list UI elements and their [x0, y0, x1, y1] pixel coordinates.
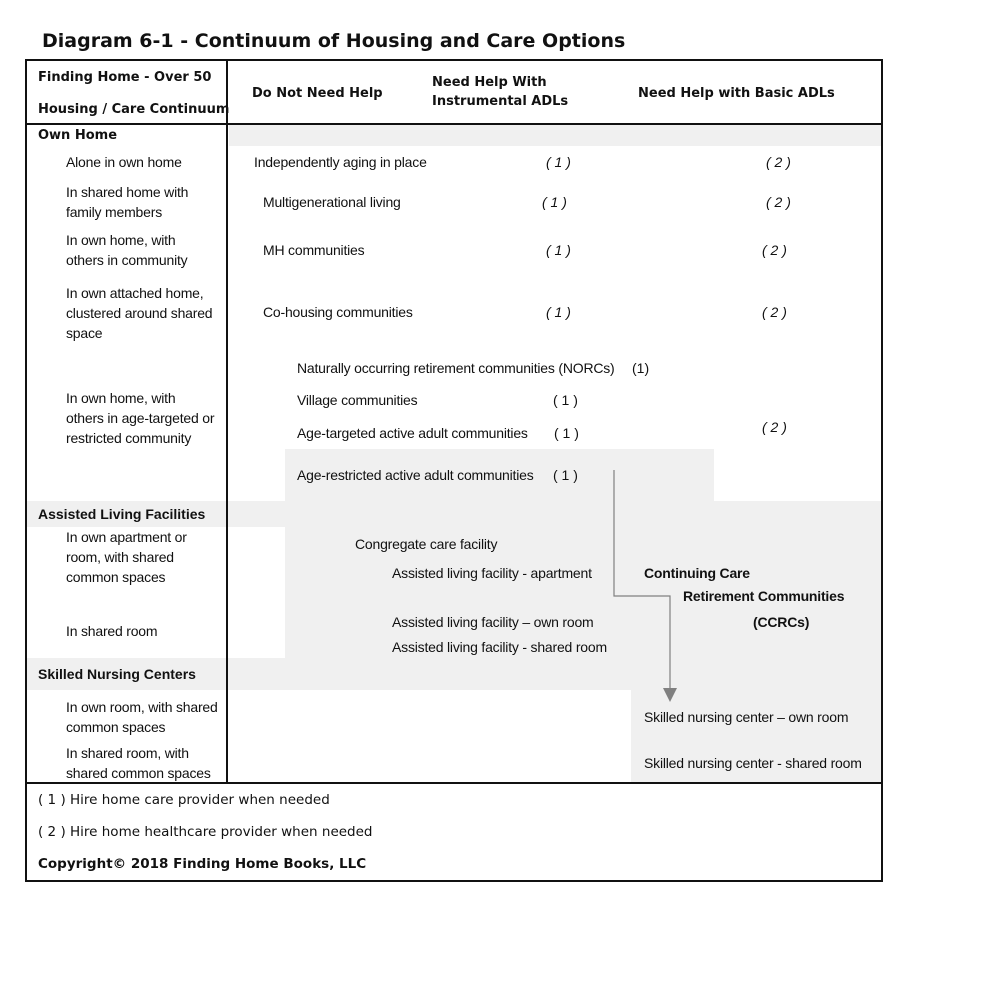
marker-2-aging: ( 2 ): [766, 154, 791, 170]
row-label-community: In own home, with others in community: [66, 232, 188, 268]
header-divider: [26, 123, 882, 125]
option-village: Village communities: [297, 392, 418, 408]
ccrc-line-3: (CCRCs): [753, 614, 810, 630]
marker-1-age-targeted: ( 1 ): [554, 425, 579, 441]
header-col-iadl: Need Help With Instrumental ADLs: [432, 75, 569, 109]
option-snc-own-room: Skilled nursing center – own room: [644, 709, 849, 725]
marker-1-mh: ( 1 ): [546, 242, 571, 258]
option-snc-shared-room: Skilled nursing center - shared room: [644, 755, 862, 771]
marker-2-age-communities: ( 2 ): [762, 419, 787, 435]
option-mh-communities: MH communities: [263, 242, 365, 258]
option-alf-shared-room: Assisted living facility - shared room: [392, 639, 607, 655]
option-multigenerational: Multigenerational living: [263, 194, 401, 210]
ccrc-line-2: Retirement Communities: [683, 588, 845, 604]
marker-1-aging: ( 1 ): [546, 154, 571, 170]
marker-1-age-restricted: ( 1 ): [553, 467, 578, 483]
option-alf-own-room: Assisted living facility – own room: [392, 614, 594, 630]
section-own-home: Own Home: [38, 128, 118, 143]
marker-1-village: ( 1 ): [553, 392, 578, 408]
option-alf-apartment: Assisted living facility - apartment: [392, 565, 592, 581]
section-skilled-nursing: Skilled Nursing Centers: [38, 666, 196, 682]
option-aging-in-place: Independently aging in place: [254, 154, 427, 170]
marker-2-mh: ( 2 ): [762, 242, 787, 258]
row-label-alone: Alone in own home: [66, 154, 182, 170]
row-label-shared-family: In shared home with family members: [66, 184, 189, 220]
marker-2-cohousing: ( 2 ): [762, 304, 787, 320]
column-divider: [226, 60, 228, 784]
footnote-2: ( 2 ) Hire home healthcare provider when needed: [38, 824, 373, 840]
marker-2-multigen: ( 2 ): [766, 194, 791, 210]
marker-1-cohousing: ( 1 ): [546, 304, 571, 320]
row-label-shared-room: In shared room: [66, 623, 158, 639]
header-left-line2: Housing / Care Continuum: [38, 102, 230, 117]
footnote-1: ( 1 ) Hire home care provider when needed: [38, 792, 330, 808]
marker-1-multigen: ( 1 ): [542, 194, 567, 210]
option-age-restricted: Age-restricted active adult communities: [297, 467, 534, 483]
header-left-line1: Finding Home - Over 50: [38, 70, 212, 85]
row-label-age-targeted: In own home, with others in age-targeted or restricted community: [66, 390, 215, 446]
row-label-apartment: In own apartment or room, with shared common spaces: [66, 529, 187, 585]
option-congregate-care: Congregate care facility: [355, 536, 498, 552]
ccrc-line-1: Continuing Care: [644, 565, 750, 581]
header-col-no-help: Do Not Need Help: [252, 86, 383, 101]
row-label-snc-own-room: In own room, with shared common spaces: [66, 699, 218, 735]
row-label-attached: In own attached home, clustered around shared space: [66, 285, 213, 341]
section-assisted-living: Assisted Living Facilities: [38, 506, 206, 522]
diagram-title: Diagram 6-1 - Continuum of Housing and Care Options: [42, 30, 626, 52]
option-cohousing: Co-housing communities: [263, 304, 413, 320]
option-norc: Naturally occurring retirement communities (NORCs): [297, 360, 615, 376]
copyright-notice: Copyright© 2018 Finding Home Books, LLC: [38, 856, 367, 872]
header-col-basic-adl: Need Help with Basic ADLs: [638, 86, 835, 101]
marker-1-norc: (1): [632, 360, 650, 376]
option-age-targeted: Age-targeted active adult communities: [297, 425, 528, 441]
row-label-snc-shared-room: In shared room, with shared common spaces: [66, 745, 211, 781]
